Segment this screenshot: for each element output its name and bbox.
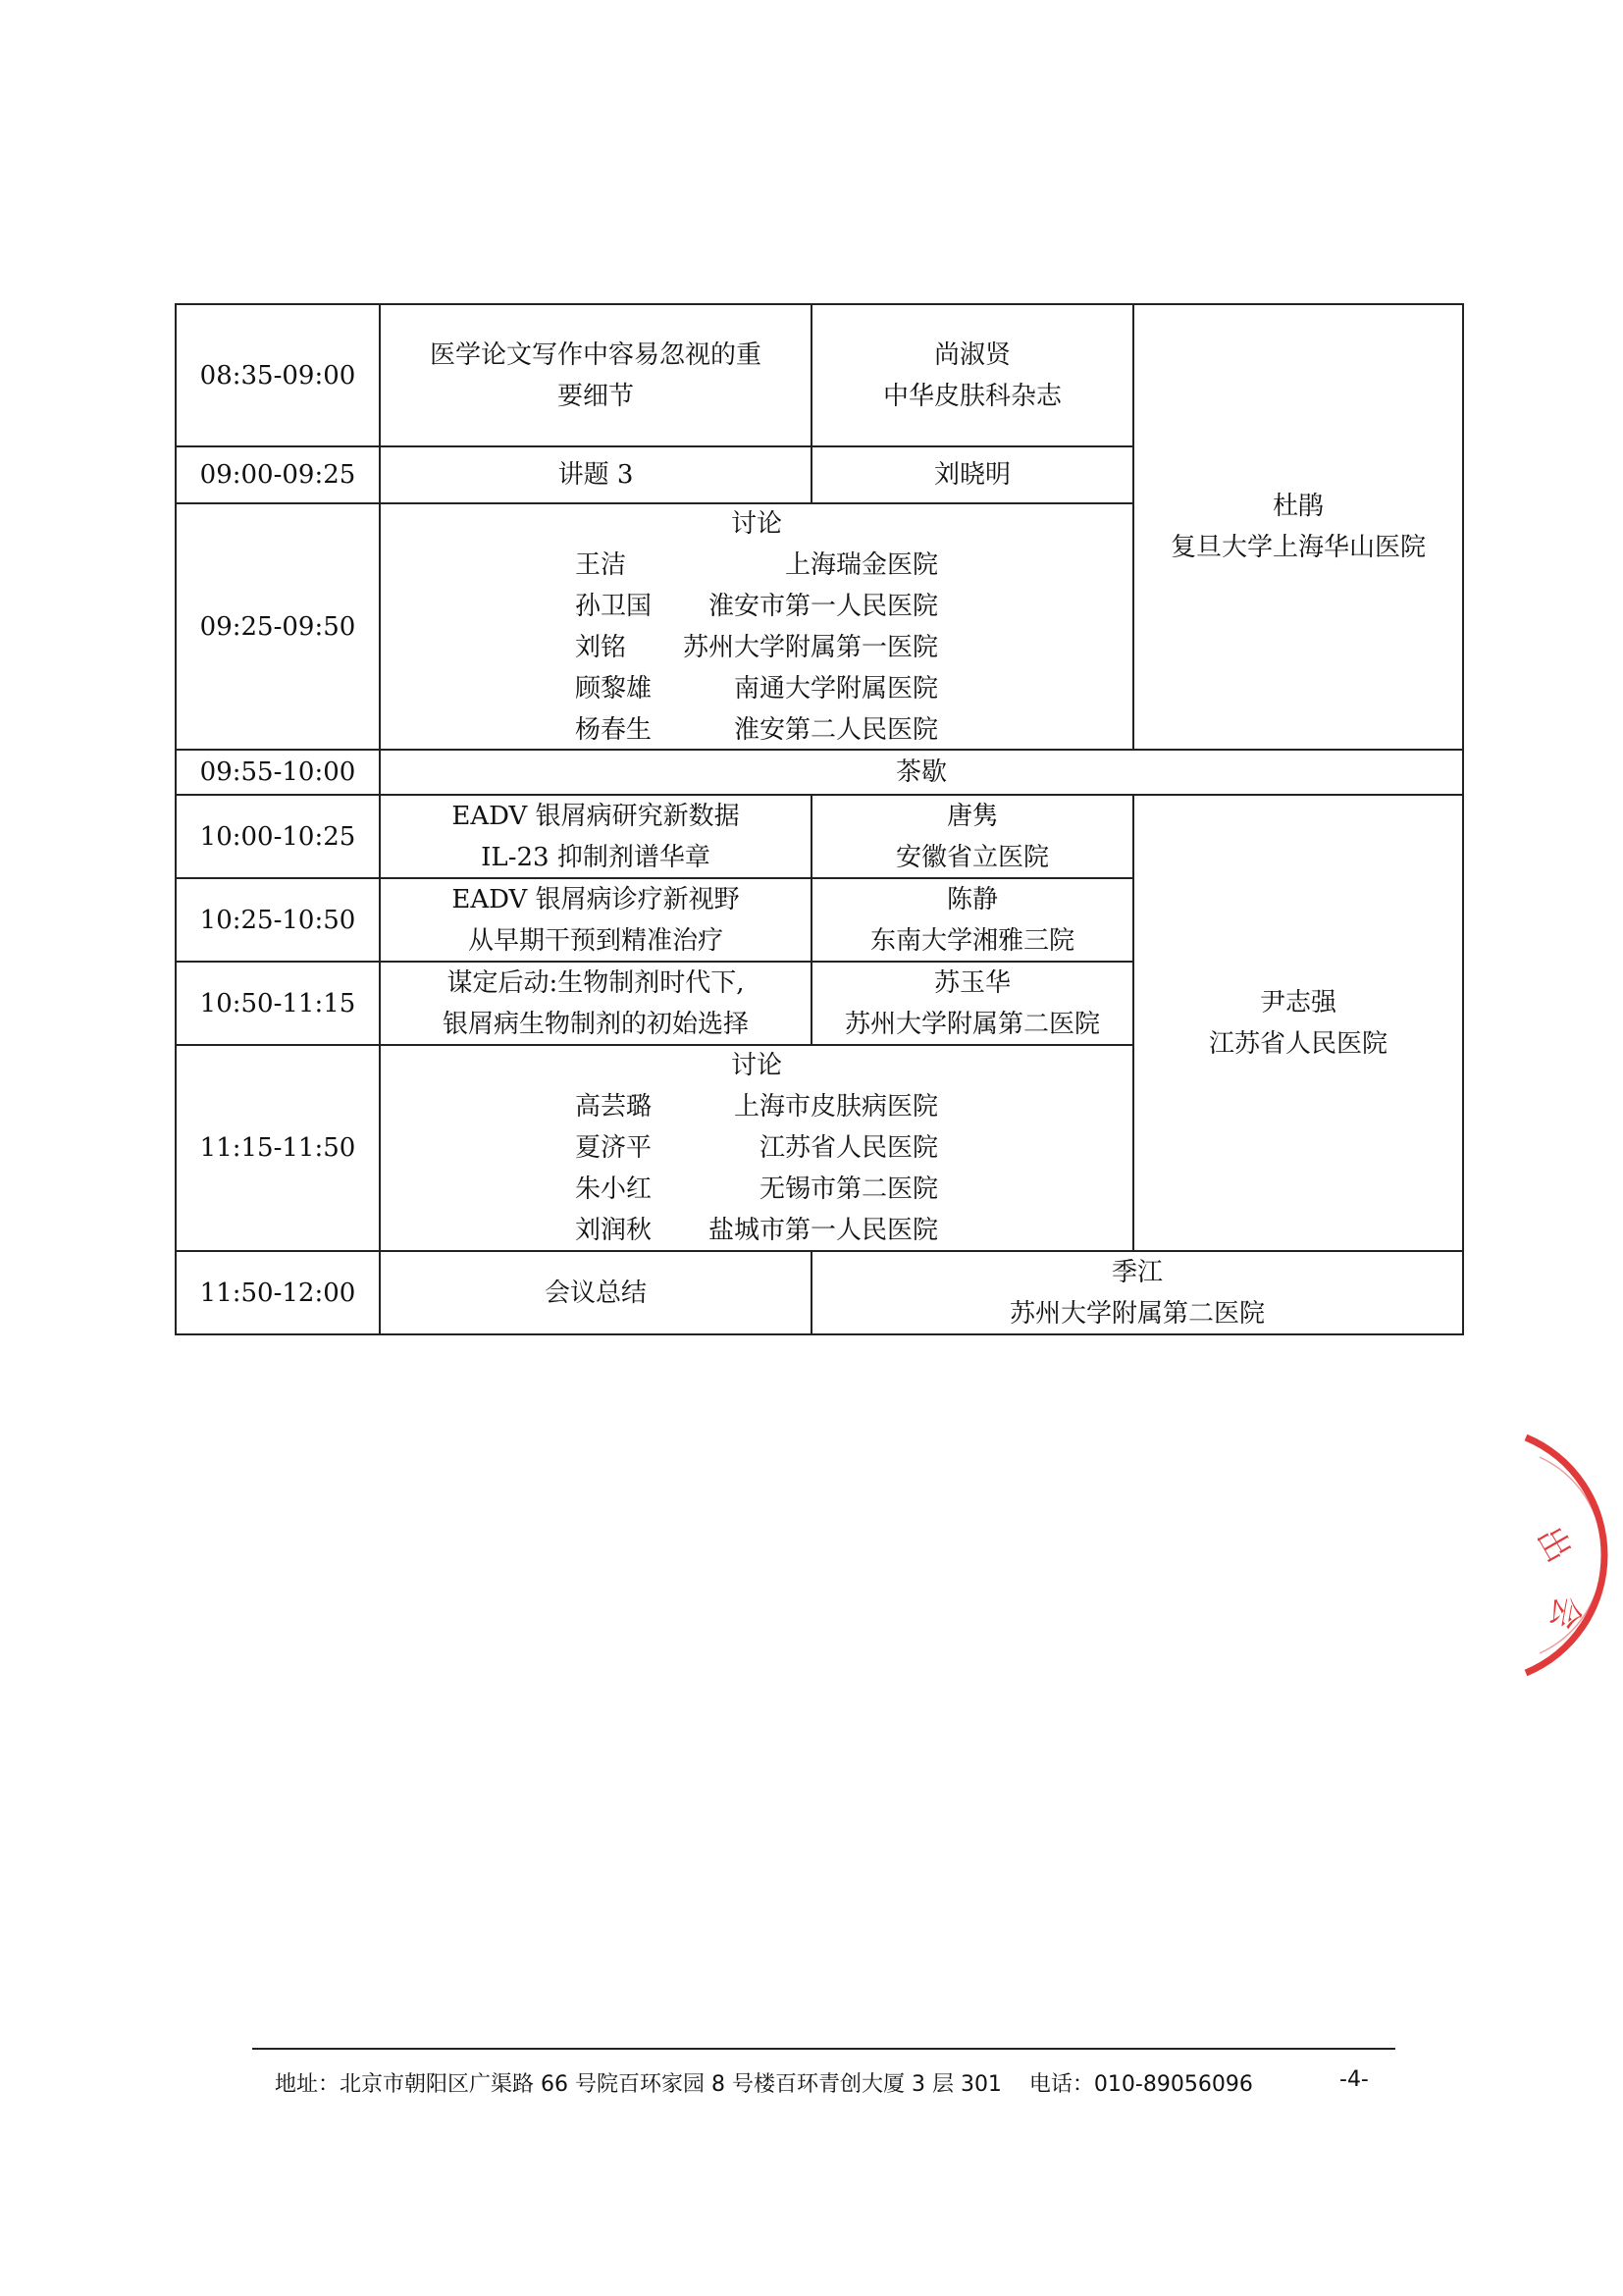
- time-cell: 10:00-10:25: [175, 794, 381, 879]
- discussion-entry: 顾黎雄 南通大学附属医院: [575, 673, 938, 704]
- discussion-entry: 刘润秋 盐城市第一人民医院: [575, 1216, 938, 1245]
- speaker-cell: 唐隽 安徽省立医院: [811, 794, 1134, 879]
- topic-cell: 谋定后动:生物制剂时代下, 银屑病生物制剂的初始选择: [379, 961, 812, 1046]
- footer-phone: 电话：010-89056096: [1028, 2072, 1253, 2097]
- discussion-entry: 朱小红 无锡市第二医院: [575, 1174, 938, 1204]
- chair-cell: [1132, 303, 1464, 751]
- time-cell: 11:50-12:00: [175, 1250, 381, 1335]
- time-cell: 10:25-10:50: [175, 877, 381, 963]
- discussion-title: 讨论: [730, 1051, 782, 1080]
- chair-cell: [1132, 794, 1464, 1252]
- discussion-entry: 王洁 上海瑞金医院: [575, 549, 938, 580]
- chair-hospital: 复旦大学上海华山医院: [1170, 533, 1426, 562]
- discussion-entry: 夏济平 江苏省人民医院: [575, 1133, 938, 1163]
- speaker-cell: 刘晓明: [811, 445, 1134, 504]
- speaker-cell: 陈静 东南大学湘雅三院: [811, 877, 1134, 963]
- svg-text:会: 会: [1543, 1592, 1588, 1633]
- chair-name: 杜鹃: [1272, 492, 1324, 521]
- speaker-cell: 苏玉华 苏州大学附属第二医院: [811, 961, 1134, 1046]
- topic-cell: EADV 银屑病诊疗新视野 从早期干预到精准治疗: [379, 877, 812, 963]
- time-cell: 09:25-09:50: [175, 502, 381, 751]
- discussion-entry: 孙卫国 淮安市第一人民医院: [575, 591, 938, 621]
- discussion-title: 讨论: [730, 508, 782, 539]
- svg-text:出: 出: [1528, 1520, 1579, 1569]
- topic-cell: 会议总结: [379, 1250, 812, 1335]
- discussion-cell: [379, 502, 1134, 751]
- time-cell: 11:15-11:50: [175, 1044, 381, 1252]
- discussion-entry: 刘铭 苏州大学附属第一医院: [575, 632, 938, 662]
- discussion-entry: 杨春生 淮安第二人民医院: [575, 714, 938, 745]
- time-cell: 10:50-11:15: [175, 961, 381, 1046]
- footer-divider: [252, 2048, 1395, 2050]
- topic-cell: 讲题 3: [379, 445, 812, 504]
- time-cell: 09:55-10:00: [175, 749, 381, 796]
- speaker-cell: 季江 苏州大学附属第二医院: [811, 1250, 1464, 1335]
- discussion-entry: 高芸璐 上海市皮肤病医院: [575, 1092, 938, 1122]
- break-cell: 茶歇: [379, 749, 1464, 796]
- discussion-cell: [379, 1044, 1134, 1252]
- chair-name: 尹志强: [1259, 987, 1336, 1018]
- seal-stamp-icon: [1496, 1428, 1623, 1683]
- topic-cell: 医学论文写作中容易忽视的重 要细节: [379, 303, 812, 447]
- chair-hospital: 江苏省人民医院: [1208, 1028, 1387, 1059]
- time-cell: 08:35-09:00: [175, 303, 381, 447]
- page-number: -4-: [1339, 2067, 1369, 2092]
- speaker-cell: 尚淑贤 中华皮肤科杂志: [811, 303, 1134, 447]
- time-cell: 09:00-09:25: [175, 445, 381, 504]
- footer-address: 地址：北京市朝阳区广渠路 66 号院百环家园 8 号楼百环青创大厦 3 层 301: [275, 2072, 1002, 2097]
- topic-cell: EADV 银屑病研究新数据 IL-23 抑制剂谱华章: [379, 794, 812, 879]
- footer-contact: [275, 2067, 1253, 2098]
